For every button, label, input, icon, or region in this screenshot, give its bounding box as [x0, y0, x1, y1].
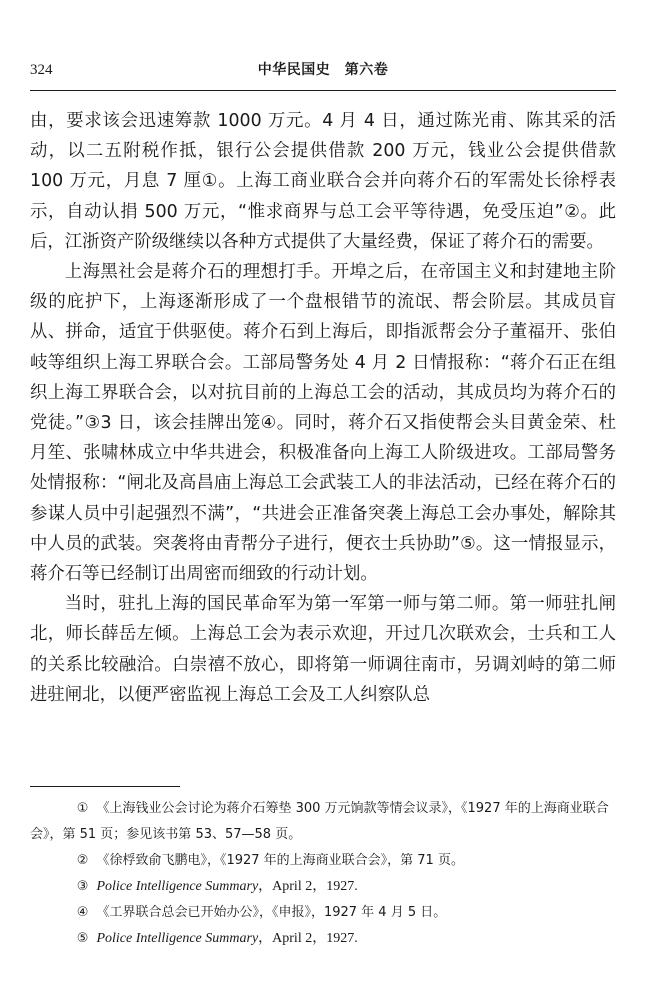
paragraph: 当时，驻扎上海的国民革命军为第一军第一师与第二师。第一师驻扎闸北，师长薛岳左倾。上海总工会为表示欢迎，开过几次联欢会，士兵和工人的关系比较融洽。白崇禧不放心，即将第一师调往南市，另调刘峙的第二师进驻闸北，以便严密监视上海总工会及工人纠察队总 [30, 594, 616, 705]
paragraph: 上海黑社会是蒋介石的理想打手。开埠之后，在帝国主义和封建地主阶级的庇护下，上海逐渐形成了一个盘根错节的流氓、帮会阶层。其成员盲从、拼命，适宜于供驱使。蒋介石到上海后，即指派帮会分子董福开、张伯岐等组织上海工界联合会。工部局警务处 4 月 2 日情报称：“蒋介石正在组织上海工界联合会，以对抗目前的上海总工会的活动，其成员均为蒋介石的党徒。”③3 日，该会挂牌出笼④。同时，蒋介石又指使帮会头目黄金荣、杜月笙、张啸林成立中华共进会，积极准备向上海工人阶级进攻。工部局警务处情报称：“闸北及高昌庙上海总工会武装工人的非法活动，已经在蒋介石的参谋人员中引起强烈不满”，“共进会正准备突袭上海总工会办事处，解除其中人员的武装。突袭将由青帮分子进行，便衣士兵协助”⑤。这一情报显示，蒋介石等已经制订出周密而细致的行动计划。 [30, 262, 616, 585]
footnote-text: 《工界联合总会已开始办公》，《申报》，1927 年 4 月 5 日。 [96, 905, 447, 920]
footnote-marker: ② [76, 853, 89, 868]
page-header [30, 58, 616, 88]
footnote-text: 《徐桴致俞飞鹏电》，《1927 年的上海商业联合会》，第 71 页。 [96, 853, 464, 868]
header-rule [30, 90, 616, 91]
footnote-source-title: Police Intelligence Summary [96, 931, 259, 946]
paragraph-continued: 由，要求该会迅速筹款 1000 万元。4 月 4 日，通过陈光甫、陈其采的活动，以二五附税作抵，银行公会提供借款 200 万元，钱业公会提供借款 100 万元，月息 7 厘①。上海工商业联合会并向蒋介石的军需处长徐桴表示，自动认捐 500 万元，“惟求商界与总工会平等待遇，免受压迫”②。此后，江浙资产阶级继续以各种方式提供了大量经费，保证了蒋介石的需要。 [30, 111, 616, 252]
body-text [30, 106, 616, 710]
running-title: 中华民国史 第六卷 [257, 62, 389, 78]
footnote-marker: ④ [76, 905, 89, 920]
page-number: 324 [30, 62, 53, 78]
footnote-source-title: Police Intelligence Summary [96, 879, 259, 894]
footnote-marker: ① [76, 801, 89, 816]
footnote-source-date: ，April 2，1927. [258, 879, 358, 894]
footnote-text: 《上海钱业公会讨论为蒋介石筹垫 300 万元饷款等情会议录》，《1927 年的上海商业联合会》，第 51 页；参见该书第 53、57—58 页。 [30, 801, 609, 842]
footnote-3 [30, 874, 616, 900]
footnote-1 [30, 796, 616, 848]
footnote-5 [30, 926, 616, 952]
footnote-marker: ⑤ [76, 931, 89, 946]
footnote-marker: ③ [76, 879, 89, 894]
footnote-4 [30, 900, 616, 926]
footnote-rule [30, 786, 180, 787]
footnote-source-date: ，April 2，1927. [258, 931, 358, 946]
footnotes [30, 796, 616, 952]
footnote-2 [30, 848, 616, 874]
